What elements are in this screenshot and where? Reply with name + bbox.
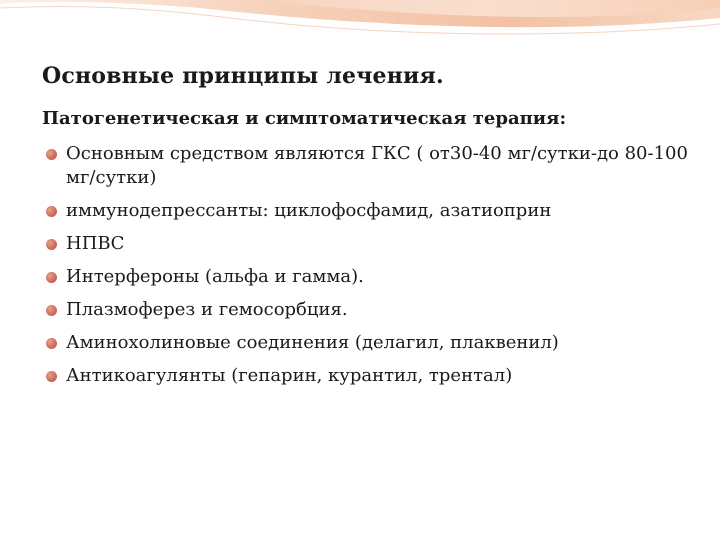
- bullet-text: Антикоагулянты (гепарин, курантил, трентал): [66, 365, 513, 386]
- slide-subtitle: Патогенетическая и симптоматическая терапия:: [42, 108, 567, 129]
- bullet-icon: [46, 206, 57, 217]
- bullet-icon: [46, 239, 57, 250]
- bullet-icon: [46, 305, 57, 316]
- bullet-text: Основным средством являются ГКС ( от30-40 мг/сутки-до 80-100 мг/сутки): [66, 143, 688, 188]
- bullet-icon: [46, 149, 57, 160]
- slide-title: Основные принципы лечения.: [42, 63, 444, 89]
- bullet-text: Аминохолиновые соединения (делагил, плаквенил): [66, 332, 559, 353]
- list-item: [42, 265, 702, 289]
- bullet-text: Интерфероны (альфа и гамма).: [66, 266, 364, 287]
- list-item: [42, 331, 702, 355]
- list-item: [42, 232, 702, 256]
- list-item: [42, 199, 702, 223]
- bullet-icon: [46, 272, 57, 283]
- bullet-list: [42, 142, 702, 397]
- list-item: [42, 298, 702, 322]
- bullet-text: Плазмоферез и гемосорбция.: [66, 299, 348, 320]
- bullet-icon: [46, 371, 57, 382]
- bullet-icon: [46, 338, 57, 349]
- bullet-text: НПВС: [66, 233, 125, 254]
- list-item: [42, 142, 702, 190]
- list-item: [42, 364, 702, 388]
- bullet-text: иммунодепрессанты: циклофосфамид, азатиоприн: [66, 200, 552, 221]
